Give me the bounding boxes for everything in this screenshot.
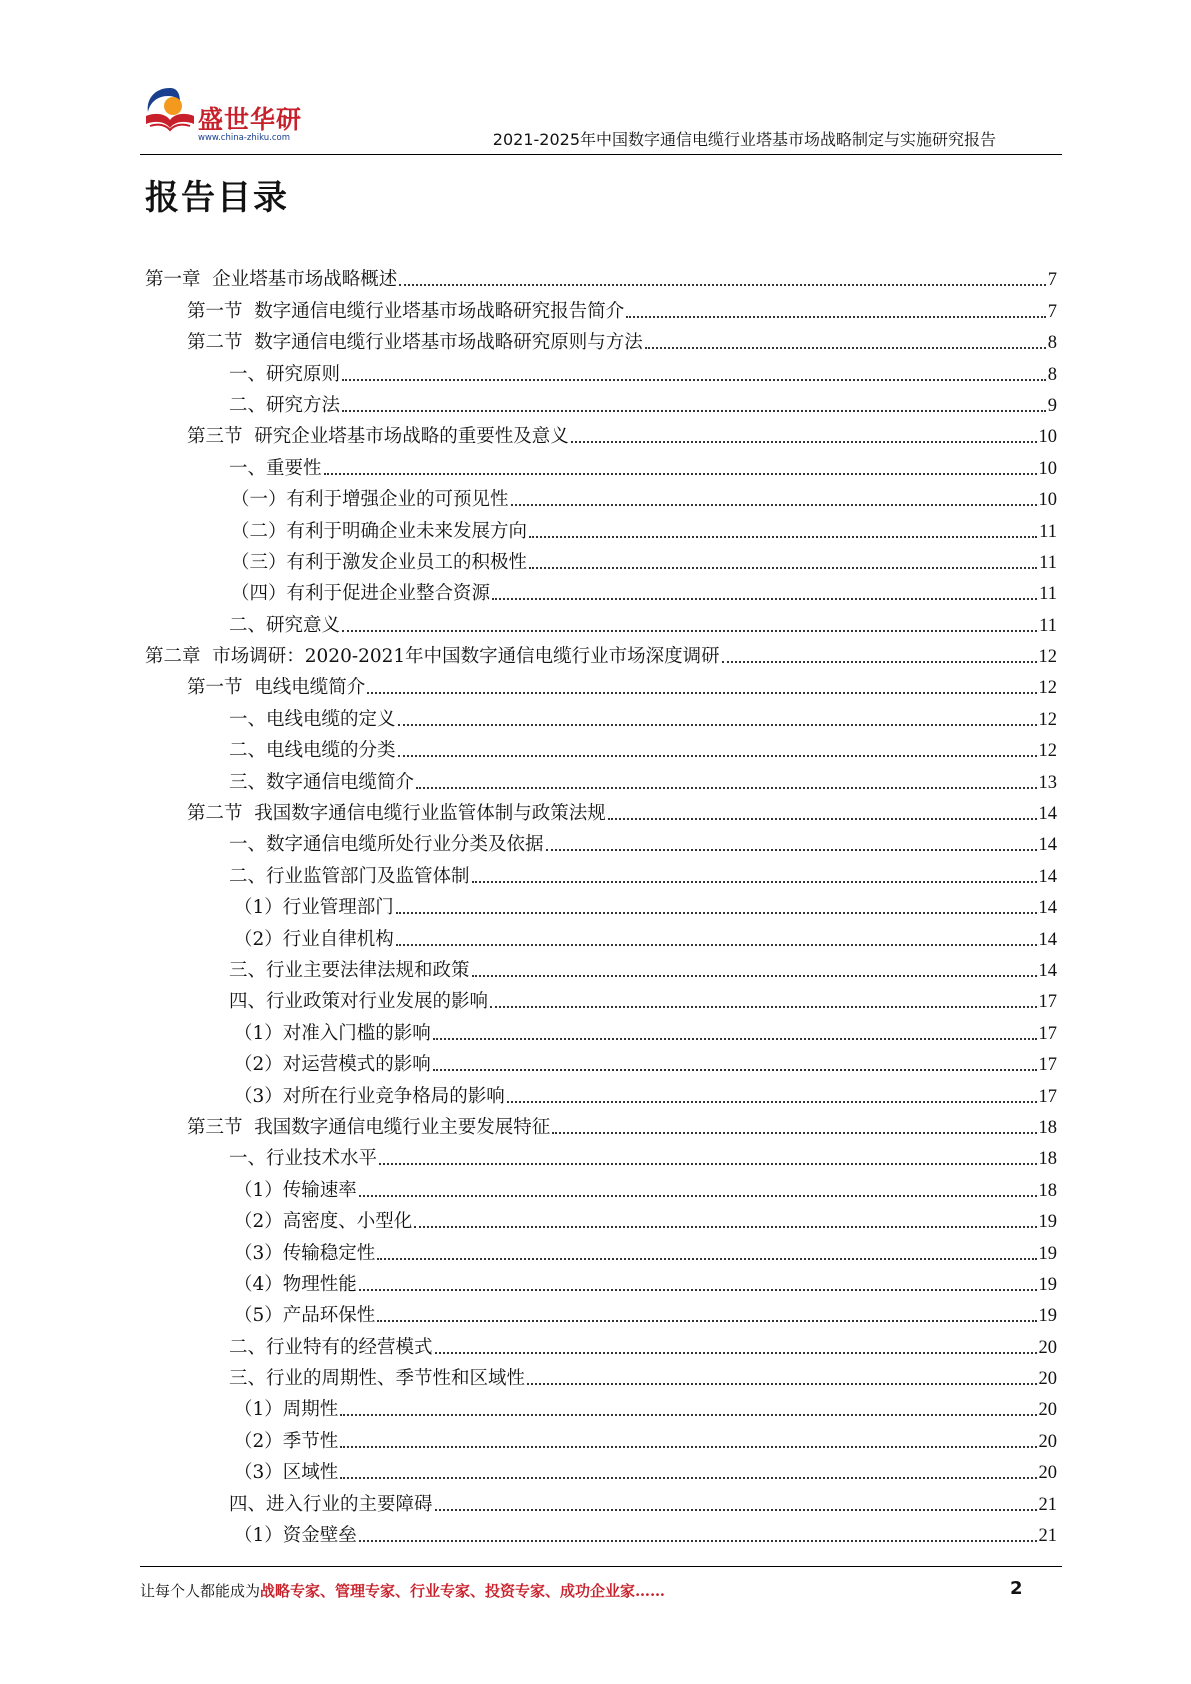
- toc-entry[interactable]: [145, 1171, 1057, 1202]
- toc-leader-dots: [608, 818, 1037, 820]
- report-title: 2021-2025年中国数字通信电缆行业塔基市场战略制定与实施研究报告: [492, 130, 996, 149]
- footer-slogan-highlight: 战略专家、管理专家、行业专家、投资专家、成功企业家……: [260, 1582, 666, 1600]
- toc-entry[interactable]: [145, 1360, 1057, 1391]
- toc-entry[interactable]: [145, 1328, 1057, 1359]
- footer-divider: [140, 1566, 1062, 1567]
- toc-entry-page: 11: [1039, 521, 1057, 542]
- toc-entry-title: 三、行业主要法律法规和政策: [229, 959, 470, 981]
- toc-entry[interactable]: [145, 575, 1057, 606]
- toc-entry[interactable]: [145, 1485, 1057, 1516]
- toc-entry[interactable]: [145, 1046, 1057, 1077]
- toc-heading: 报告目录: [145, 178, 289, 218]
- toc-leader-dots: [342, 630, 1037, 632]
- toc-entry-title: 第二节 我国数字通信电缆行业监管体制与政策法规: [187, 803, 606, 825]
- toc-entry-page: 7: [1047, 301, 1057, 322]
- toc-entry-page: 11: [1039, 615, 1057, 636]
- toc-entry[interactable]: [145, 324, 1057, 355]
- toc-entry-page: 17: [1038, 1086, 1057, 1107]
- toc-entry-page: 14: [1038, 835, 1057, 856]
- toc-entry[interactable]: [145, 292, 1057, 323]
- toc-entry-page: 21: [1038, 1526, 1057, 1547]
- toc-entry[interactable]: [145, 1266, 1057, 1297]
- toc-leader-dots: [722, 661, 1037, 663]
- toc-leader-dots: [433, 1069, 1037, 1071]
- toc-entry[interactable]: [145, 983, 1057, 1014]
- toc-entry-title: 二、行业特有的经营模式: [229, 1336, 433, 1358]
- toc-leader-dots: [396, 944, 1037, 946]
- toc-entry-title: （1）对准入门槛的影响: [234, 1022, 431, 1044]
- toc-entry-page: 7: [1047, 270, 1057, 291]
- logo-text: 盛世华研: [198, 105, 303, 134]
- toc-leader-dots: [324, 473, 1037, 475]
- toc-entry-page: 19: [1038, 1274, 1057, 1295]
- footer-slogan-prefix: 让每个人都能成为: [140, 1582, 261, 1600]
- toc-entry-title: 三、行业的周期性、季节性和区域性: [229, 1368, 526, 1390]
- toc-leader-dots: [472, 881, 1037, 883]
- toc-entry-title: 二、研究方法: [229, 394, 341, 416]
- toc-entry-page: 21: [1038, 1494, 1057, 1515]
- toc-entry[interactable]: [145, 763, 1057, 794]
- toc-entry[interactable]: [145, 387, 1057, 418]
- toc-entry[interactable]: [145, 512, 1057, 543]
- toc-entry[interactable]: [145, 481, 1057, 512]
- toc-leader-dots: [552, 1132, 1036, 1134]
- toc-entry-page: 14: [1038, 898, 1057, 919]
- toc-entry-title: （1）周期性: [234, 1399, 339, 1421]
- toc-leader-dots: [399, 284, 1045, 286]
- toc-entry[interactable]: [145, 920, 1057, 951]
- toc-entry[interactable]: [145, 1517, 1057, 1548]
- toc-entry[interactable]: [145, 638, 1057, 669]
- footer-slogan: [140, 1580, 665, 1601]
- toc-leader-dots: [379, 1163, 1036, 1165]
- toc-entry-page: 8: [1047, 333, 1057, 354]
- toc-leader-dots: [342, 379, 1046, 381]
- toc-leader-dots: [546, 849, 1037, 851]
- toc-leader-dots: [414, 1226, 1036, 1228]
- toc-leader-dots: [492, 598, 1037, 600]
- toc-entry-title: 一、行业技术水平: [229, 1148, 378, 1170]
- toc-entry[interactable]: [145, 1014, 1057, 1045]
- toc-leader-dots: [435, 1509, 1037, 1511]
- toc-entry[interactable]: [145, 1234, 1057, 1265]
- toc-entry-page: 12: [1038, 647, 1057, 668]
- toc-entry-title: 四、行业政策对行业发展的影响: [229, 991, 489, 1013]
- toc-leader-dots: [398, 724, 1037, 726]
- toc-entry[interactable]: [145, 1140, 1057, 1171]
- toc-entry-title: （二）有利于明确企业未来发展方向: [231, 520, 528, 542]
- toc-entry-title: （2）行业自律机构: [234, 928, 394, 950]
- toc-entry-title: 第二章 市场调研：2020-2021年中国数字通信电缆行业市场深度调研: [145, 646, 720, 668]
- toc-entry[interactable]: [145, 606, 1057, 637]
- toc-entry-page: 14: [1038, 804, 1057, 825]
- toc-leader-dots: [626, 316, 1045, 318]
- toc-leader-dots: [342, 410, 1046, 412]
- toc-leader-dots: [359, 1540, 1037, 1542]
- toc-entry-page: 10: [1038, 427, 1057, 448]
- toc-leader-dots: [511, 504, 1037, 506]
- toc-entry-title: 三、数字通信电缆简介: [229, 771, 415, 793]
- toc-leader-dots: [433, 1038, 1037, 1040]
- toc-entry-title: 一、电线电缆的定义: [229, 708, 396, 730]
- toc-entry[interactable]: [145, 544, 1057, 575]
- toc-leader-dots: [645, 347, 1046, 349]
- toc-entry-title: （3）传输稳定性: [234, 1242, 376, 1264]
- toc-entry-page: 12: [1038, 709, 1057, 730]
- toc-entry-title: （2）高密度、小型化: [234, 1211, 413, 1233]
- toc-entry-title: （1）传输速率: [234, 1179, 357, 1201]
- toc-entry-title: （4）物理性能: [234, 1273, 357, 1295]
- toc-leader-dots: [367, 692, 1036, 694]
- toc-leader-dots: [529, 536, 1037, 538]
- toc-entry-page: 13: [1038, 772, 1057, 793]
- toc-entry-page: 11: [1039, 584, 1057, 605]
- toc-leader-dots: [340, 1477, 1036, 1479]
- toc-entry-page: 19: [1038, 1243, 1057, 1264]
- toc-entry-title: 第一章 企业塔基市场战略概述: [145, 269, 398, 291]
- toc-leader-dots: [359, 1195, 1037, 1197]
- toc-entry-title: 二、研究意义: [229, 614, 341, 636]
- toc-entry-page: 17: [1038, 992, 1057, 1013]
- toc-entry-page: 18: [1038, 1117, 1057, 1138]
- toc-entry-title: （3）区域性: [234, 1462, 339, 1484]
- toc-entry[interactable]: [145, 1391, 1057, 1422]
- toc-entry-page: 10: [1038, 490, 1057, 511]
- toc-entry-page: 12: [1038, 741, 1057, 762]
- company-logo: [140, 82, 315, 152]
- table-of-contents: [145, 261, 1057, 1548]
- page-header: [0, 0, 1191, 160]
- toc-entry-title: 第三节 研究企业塔基市场战略的重要性及意义: [187, 426, 569, 448]
- toc-entry-title: 第二节 数字通信电缆行业塔基市场战略研究原则与方法: [187, 332, 643, 354]
- logo-emblem-icon: [140, 82, 200, 142]
- toc-entry-page: 18: [1038, 1149, 1057, 1170]
- toc-entry-title: （3）对所在行业竞争格局的影响: [234, 1085, 505, 1107]
- toc-leader-dots: [377, 1258, 1036, 1260]
- toc-entry-title: （5）产品环保性: [234, 1305, 376, 1327]
- toc-leader-dots: [435, 1352, 1037, 1354]
- toc-entry[interactable]: [145, 700, 1057, 731]
- toc-entry-title: 一、数字通信电缆所处行业分类及依据: [229, 834, 544, 856]
- header-divider: [140, 154, 1062, 155]
- toc-entry-title: 第三节 我国数字通信电缆行业主要发展特征: [187, 1116, 551, 1138]
- toc-entry-title: （一）有利于增强企业的可预见性: [231, 489, 509, 511]
- toc-entry-title: 第一节 电线电缆简介: [187, 677, 366, 699]
- toc-entry-title: 一、重要性: [229, 457, 322, 479]
- toc-entry-title: （1）行业管理部门: [234, 897, 394, 919]
- toc-entry-page: 12: [1038, 678, 1057, 699]
- toc-entry-page: 9: [1047, 395, 1057, 416]
- toc-entry-title: 二、行业监管部门及监管体制: [229, 865, 470, 887]
- toc-entry-page: 14: [1038, 960, 1057, 981]
- toc-entry-page: 14: [1038, 866, 1057, 887]
- logo-url: www.china-zhiku.com: [198, 133, 290, 143]
- toc-entry[interactable]: [145, 826, 1057, 857]
- page-number: 2: [1010, 1578, 1023, 1599]
- toc-entry-title: （1）资金壁垒: [234, 1525, 357, 1547]
- toc-entry-title: 四、进入行业的主要障碍: [229, 1493, 433, 1515]
- toc-leader-dots: [340, 1446, 1036, 1448]
- toc-entry-title: 一、研究原则: [229, 363, 341, 385]
- toc-leader-dots: [416, 787, 1036, 789]
- toc-leader-dots: [340, 1414, 1036, 1416]
- toc-entry[interactable]: [145, 261, 1057, 292]
- toc-entry-title: （三）有利于激发企业员工的积极性: [231, 551, 528, 573]
- toc-entry-page: 19: [1038, 1306, 1057, 1327]
- toc-entry[interactable]: [145, 1203, 1057, 1234]
- toc-entry[interactable]: [145, 952, 1057, 983]
- toc-entry-page: 11: [1039, 552, 1057, 573]
- toc-leader-dots: [490, 1006, 1036, 1008]
- toc-leader-dots: [507, 1101, 1037, 1103]
- toc-entry[interactable]: [145, 1109, 1057, 1140]
- toc-entry-page: 8: [1047, 364, 1057, 385]
- toc-entry[interactable]: [145, 732, 1057, 763]
- toc-entry[interactable]: [145, 449, 1057, 480]
- toc-entry-page: 17: [1038, 1055, 1057, 1076]
- toc-entry-title: （2）对运营模式的影响: [234, 1054, 431, 1076]
- toc-entry-page: 14: [1038, 929, 1057, 950]
- toc-entry[interactable]: [145, 355, 1057, 386]
- toc-leader-dots: [377, 1320, 1036, 1322]
- toc-entry-title: 第一节 数字通信电缆行业塔基市场战略研究报告简介: [187, 300, 625, 322]
- toc-entry-title: 二、电线电缆的分类: [229, 740, 396, 762]
- toc-entry-page: 19: [1038, 1212, 1057, 1233]
- toc-leader-dots: [398, 755, 1037, 757]
- toc-entry-page: 17: [1038, 1023, 1057, 1044]
- toc-entry[interactable]: [145, 418, 1057, 449]
- toc-leader-dots: [396, 912, 1037, 914]
- toc-leader-dots: [571, 441, 1037, 443]
- toc-entry-title: （2）季节性: [234, 1430, 339, 1452]
- toc-entry-page: 10: [1038, 458, 1057, 479]
- toc-leader-dots: [359, 1289, 1037, 1291]
- toc-entry-title: （四）有利于促进企业整合资源: [231, 583, 491, 605]
- toc-entry[interactable]: [145, 1422, 1057, 1453]
- toc-leader-dots: [529, 567, 1037, 569]
- toc-entry-page: 20: [1038, 1337, 1057, 1358]
- toc-entry[interactable]: [145, 1077, 1057, 1108]
- toc-entry-page: 20: [1038, 1400, 1057, 1421]
- toc-leader-dots: [527, 1383, 1036, 1385]
- toc-entry-page: 20: [1038, 1369, 1057, 1390]
- toc-entry-page: 20: [1038, 1463, 1057, 1484]
- toc-entry[interactable]: [145, 857, 1057, 888]
- toc-entry-page: 18: [1038, 1180, 1057, 1201]
- toc-entry[interactable]: [145, 795, 1057, 826]
- toc-entry[interactable]: [145, 669, 1057, 700]
- toc-entry[interactable]: [145, 1297, 1057, 1328]
- toc-entry[interactable]: [145, 1454, 1057, 1485]
- toc-leader-dots: [472, 975, 1037, 977]
- toc-entry[interactable]: [145, 889, 1057, 920]
- toc-entry-page: 20: [1038, 1431, 1057, 1452]
